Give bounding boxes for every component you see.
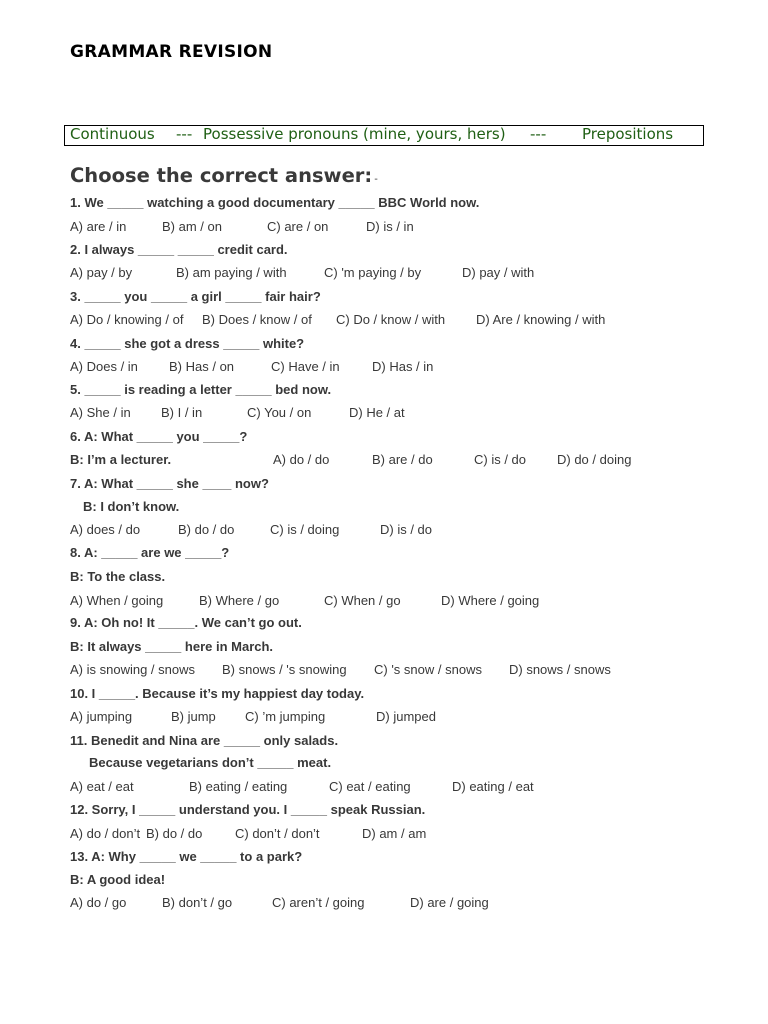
question-10-option-b[interactable]: B) jump (171, 709, 216, 724)
question-7-option-c[interactable]: C) is / doing (270, 522, 340, 537)
question-2-option-c[interactable]: C) 'm paying / by (324, 265, 422, 280)
question-11-option-b[interactable]: B) eating / eating (189, 779, 288, 794)
instruction-suffix: - (374, 174, 378, 185)
question-9-answer-line: B: It always _____ here in March. (70, 639, 274, 654)
question-13-option-a[interactable]: A) do / go (70, 895, 127, 910)
question-3-prompt: 3. _____ you _____ a girl _____ fair hair? (70, 289, 321, 304)
question-11-second-line: Because vegetarians don’t _____ meat. (89, 755, 332, 770)
topic-separator: --- (530, 125, 547, 143)
question-1-option-b[interactable]: B) am / on (162, 219, 222, 234)
question-6-option-d[interactable]: D) do / doing (557, 452, 632, 467)
question-2-option-b[interactable]: B) am paying / with (176, 265, 287, 280)
question-3-option-b[interactable]: B) Does / know / of (202, 312, 312, 327)
question-8-option-c[interactable]: C) When / go (324, 593, 401, 608)
question-10-prompt: 10. I _____. Because it’s my happiest day today. (70, 686, 365, 701)
question-9-option-c[interactable]: C) 's snow / snows (374, 662, 482, 677)
question-4-option-d[interactable]: D) Has / in (372, 359, 434, 374)
question-5-option-c[interactable]: C) You / on (247, 405, 312, 420)
question-4-option-a[interactable]: A) Does / in (70, 359, 138, 374)
question-12-option-c[interactable]: C) don’t / don’t (235, 826, 320, 841)
question-9-option-b[interactable]: B) snows / 's snowing (222, 662, 347, 677)
topics-box (64, 125, 704, 146)
question-5-option-b[interactable]: B) I / in (161, 405, 203, 420)
question-1-option-d[interactable]: D) is / in (366, 219, 414, 234)
question-5-prompt: 5. _____ is reading a letter _____ bed now. (70, 382, 332, 397)
question-13-option-b[interactable]: B) don’t / go (162, 895, 233, 910)
question-10-option-d[interactable]: D) jumped (376, 709, 436, 724)
question-8-option-a[interactable]: A) When / going (70, 593, 164, 608)
question-9-prompt: 9. A: Oh no! It _____. We can’t go out. (70, 615, 302, 630)
question-3-option-a[interactable]: A) Do / knowing / of (70, 312, 184, 327)
question-6-prompt: 6. A: What _____ you _____? (70, 429, 248, 444)
topic-prepositions: Prepositions (582, 125, 674, 143)
question-10-option-c[interactable]: C) ’m jumping (245, 709, 326, 724)
question-1-prompt: 1. We _____ watching a good documentary _____ BBC World now. (70, 195, 480, 210)
question-12-option-a[interactable]: A) do / don’t (70, 826, 141, 841)
question-1-option-c[interactable]: C) are / on (267, 219, 329, 234)
question-7-option-b[interactable]: B) do / do (178, 522, 235, 537)
question-13-option-c[interactable]: C) aren’t / going (272, 895, 365, 910)
question-13-option-d[interactable]: D) are / going (410, 895, 489, 910)
question-12-option-d[interactable]: D) am / am (362, 826, 427, 841)
question-6-option-c[interactable]: C) is / do (474, 452, 527, 467)
question-2-option-d[interactable]: D) pay / with (462, 265, 535, 280)
question-3-option-c[interactable]: C) Do / know / with (336, 312, 446, 327)
question-6-answer-line: B: I’m a lecturer. (70, 452, 172, 467)
question-7-option-d[interactable]: D) is / do (380, 522, 433, 537)
question-4-prompt: 4. _____ she got a dress _____ white? (70, 336, 305, 351)
question-1-option-a[interactable]: A) are / in (70, 219, 127, 234)
question-4-option-c[interactable]: C) Have / in (271, 359, 340, 374)
question-5-option-a[interactable]: A) She / in (70, 405, 131, 420)
question-8-prompt: 8. A: _____ are we _____? (70, 545, 230, 560)
topic-possessive-pronouns: Possessive pronouns (mine, yours, hers) (203, 125, 506, 143)
page-title: GRAMMAR REVISION (70, 42, 273, 62)
question-11-option-d[interactable]: D) eating / eat (452, 779, 534, 794)
question-13-prompt: 13. A: Why _____ we _____ to a park? (70, 849, 303, 864)
question-11-option-a[interactable]: A) eat / eat (70, 779, 134, 794)
question-4-option-b[interactable]: B) Has / on (169, 359, 235, 374)
question-9-option-d[interactable]: D) snows / snows (509, 662, 611, 677)
topic-separator: --- (176, 125, 193, 143)
question-13-answer-line: B: A good idea! (70, 872, 166, 887)
question-6-option-b[interactable]: B) are / do (372, 452, 433, 467)
instruction-text: Choose the correct answer: (70, 164, 373, 187)
question-3-option-d[interactable]: D) Are / knowing / with (476, 312, 606, 327)
section-heading (70, 164, 378, 187)
question-2-prompt: 2. I always _____ _____ credit card. (70, 242, 288, 257)
question-10-option-a[interactable]: A) jumping (70, 709, 133, 724)
question-12-option-b[interactable]: B) do / do (146, 826, 203, 841)
question-7-prompt: 7. A: What _____ she ____ now? (70, 476, 269, 491)
question-11-option-c[interactable]: C) eat / eating (329, 779, 411, 794)
question-2-option-a[interactable]: A) pay / by (70, 265, 133, 280)
question-11-prompt: 11. Benedit and Nina are _____ only salads. (70, 733, 339, 748)
question-8-answer-line: B: To the class. (70, 569, 166, 584)
question-5-option-d[interactable]: D) He / at (349, 405, 405, 420)
topic-continuous: Continuous (70, 125, 155, 143)
question-9-option-a[interactable]: A) is snowing / snows (70, 662, 195, 677)
question-8-option-b[interactable]: B) Where / go (199, 593, 280, 608)
question-8-option-d[interactable]: D) Where / going (441, 593, 540, 608)
question-6-option-a[interactable]: A) do / do (273, 452, 330, 467)
question-7-answer-line: B: I don’t know. (83, 499, 180, 514)
question-12-prompt: 12. Sorry, I _____ understand you. I _____ speak Russian. (70, 802, 426, 817)
question-7-option-a[interactable]: A) does / do (70, 522, 141, 537)
